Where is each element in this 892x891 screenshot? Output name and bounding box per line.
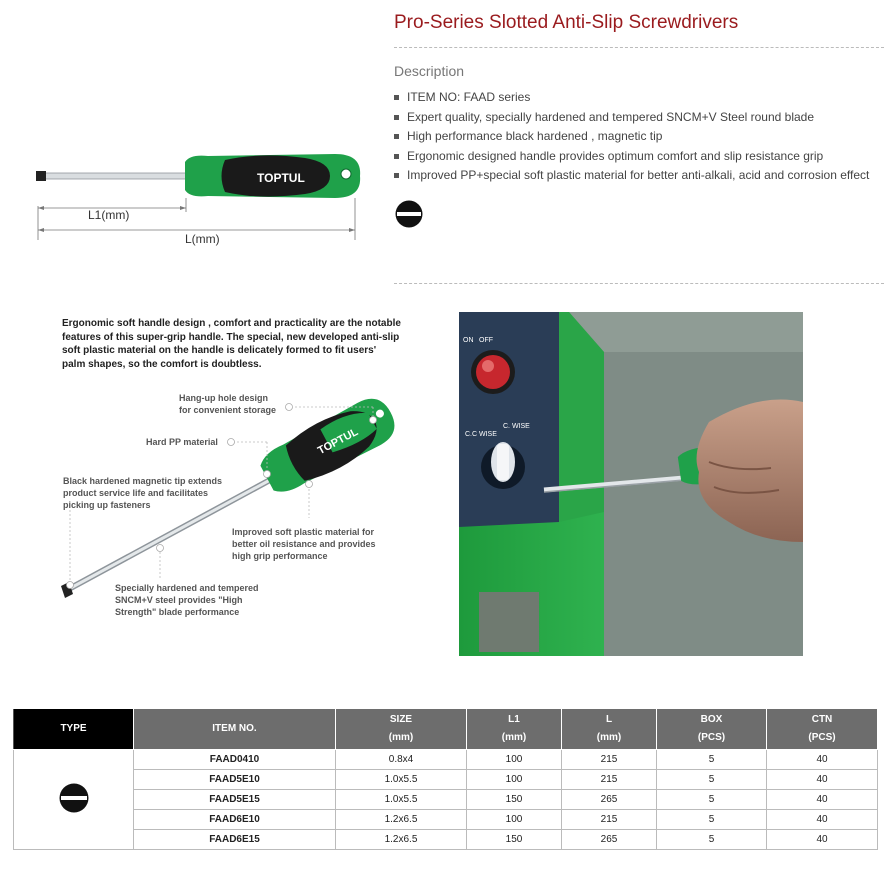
cell-l1: 100 <box>467 750 562 770</box>
table-row <box>14 750 878 770</box>
cell-l: 265 <box>562 830 657 850</box>
description-heading: Description <box>394 63 465 79</box>
header-size: SIZE (mm) <box>336 709 467 750</box>
cell-l1: 150 <box>467 830 562 850</box>
header-l1: L1 (mm) <box>467 709 562 750</box>
feature-bullet: High performance black hardened , magnetic tip <box>394 127 869 147</box>
callout-soft-plastic: Improved soft plastic material for better oil resistance and provides high grip performance <box>232 527 376 561</box>
cell-l1: 150 <box>467 790 562 810</box>
cell-l: 265 <box>562 790 657 810</box>
cell-l: 215 <box>562 810 657 830</box>
table-row <box>14 810 878 830</box>
product-title: Pro-Series Slotted Anti-Slip Screwdrivers <box>394 12 739 33</box>
header-type: TYPE <box>14 709 134 750</box>
table-row <box>14 790 878 810</box>
cell-size: 1.0x5.5 <box>336 770 467 790</box>
photo-label-cwise: C. WISE <box>503 423 530 430</box>
cell-size: 1.0x5.5 <box>336 790 467 810</box>
cell-box: 5 <box>657 750 767 770</box>
title-divider <box>394 47 884 48</box>
header-box: BOX (PCS) <box>657 709 767 750</box>
header-ctn: CTN (PCS) <box>767 709 878 750</box>
product-image <box>30 140 370 250</box>
cell-ctn: 40 <box>767 830 878 850</box>
slotted-tip-icon <box>395 200 423 233</box>
type-icon-cell <box>14 750 134 850</box>
cell-l: 215 <box>562 770 657 790</box>
feature-list <box>394 88 869 186</box>
cell-ctn: 40 <box>767 790 878 810</box>
feature-bullet: Ergonomic designed handle provides optimum comfort and slip resistance grip <box>394 147 869 167</box>
cell-item-no: FAAD0410 <box>134 750 336 770</box>
cell-item-no: FAAD6E10 <box>134 810 336 830</box>
cell-item-no: FAAD6E15 <box>134 830 336 850</box>
feature-intro-text: Ergonomic soft handle design , comfort and practicality are the notable features of this super-grip handle. The special, new developed anti-slip soft plastic material on the handle is delicately formed to fit users' palm shapes, so the comfort is doubtless. <box>62 318 401 370</box>
section-divider <box>394 283 884 284</box>
cell-box: 5 <box>657 770 767 790</box>
callout-hangup-hole: Hang-up hole design for convenient storage <box>179 393 277 415</box>
callout-hard-pp: Hard PP material <box>146 437 218 447</box>
cell-ctn: 40 <box>767 770 878 790</box>
feature-bullet: Improved PP+special soft plastic material for better anti-alkali, acid and corrosion effect <box>394 166 869 186</box>
hero-brand: TOPTUL <box>257 171 305 185</box>
slotted-tip-icon <box>59 783 89 813</box>
cell-l1: 100 <box>467 770 562 790</box>
cell-l: 215 <box>562 750 657 770</box>
cell-size: 1.2x6.5 <box>336 830 467 850</box>
diagram-brand: TOPTUL <box>315 425 361 458</box>
callout-steel-blade: Specially hardened and tempered SNCM+V steel provides "High Strength" blade performance <box>115 583 259 617</box>
header-l: L (mm) <box>562 709 657 750</box>
table-header-row <box>14 709 878 750</box>
feature-bullet: Expert quality, specially hardened and tempered SNCM+V Steel round blade <box>394 108 869 128</box>
cell-item-no: FAAD5E15 <box>134 790 336 810</box>
cell-size: 1.2x6.5 <box>336 810 467 830</box>
cell-size: 0.8x4 <box>336 750 467 770</box>
usage-photo <box>459 312 803 656</box>
cell-box: 5 <box>657 790 767 810</box>
cell-box: 5 <box>657 810 767 830</box>
header-item-no: ITEM NO. <box>134 709 336 750</box>
cell-ctn: 40 <box>767 750 878 770</box>
photo-label-on: ON <box>463 337 474 344</box>
dim-l1-label: L1(mm) <box>88 208 130 222</box>
photo-label-off: OFF <box>479 337 493 344</box>
cell-ctn: 40 <box>767 810 878 830</box>
table-row <box>14 830 878 850</box>
table-row <box>14 770 878 790</box>
dim-l-label: L(mm) <box>185 232 220 246</box>
photo-label-ccwise: C.C WISE <box>465 431 497 438</box>
spec-table <box>13 708 878 850</box>
feature-bullet: ITEM NO: FAAD series <box>394 88 869 108</box>
callout-magnetic-tip: Black hardened magnetic tip extends product service life and facilitates picking up fasteners <box>63 476 223 510</box>
cell-item-no: FAAD5E10 <box>134 770 336 790</box>
cell-l1: 100 <box>467 810 562 830</box>
cell-box: 5 <box>657 830 767 850</box>
feature-diagram <box>55 380 400 617</box>
